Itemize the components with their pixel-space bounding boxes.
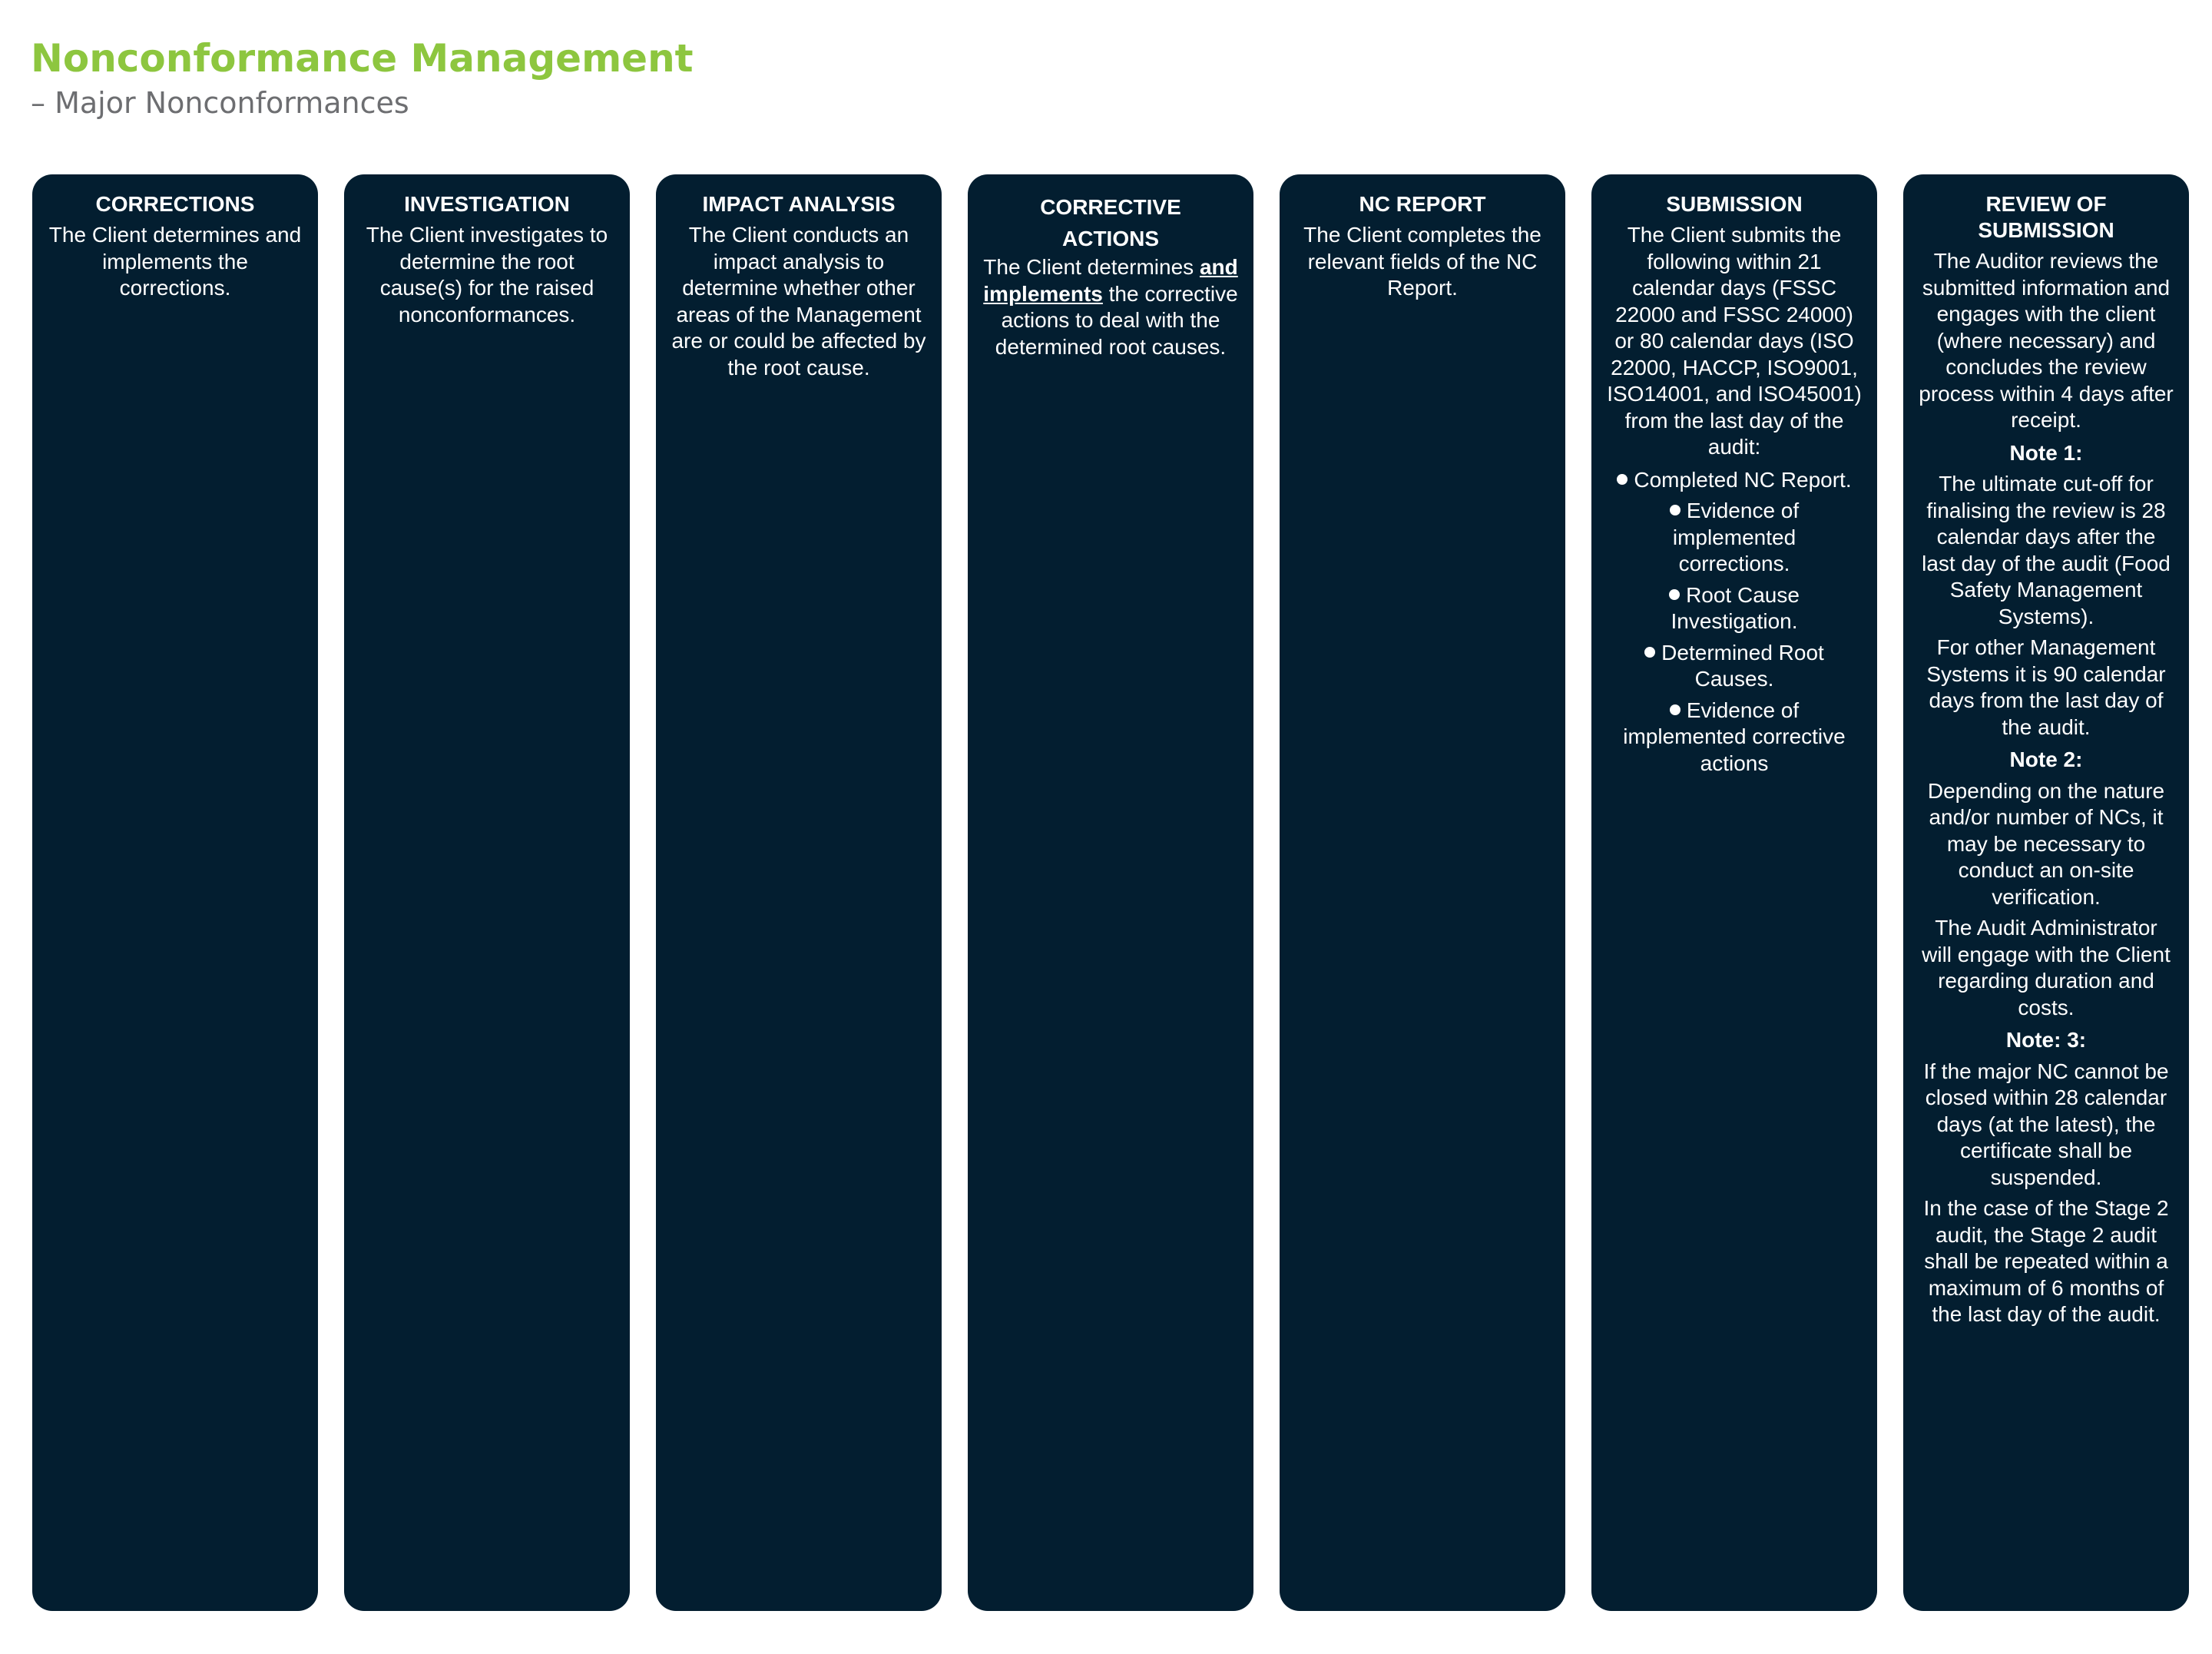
column-title-impact-analysis: IMPACT ANALYSIS <box>702 192 896 216</box>
process-columns <box>32 174 2190 1611</box>
bullet-icon <box>1670 704 1681 715</box>
column-investigation <box>344 174 630 1611</box>
bullet-icon <box>1669 589 1680 600</box>
column-title-review-line2: SUBMISSION <box>1978 218 2114 242</box>
column-body-nc-report: The Client completes the relevant fields of the NC Report. <box>1303 223 1541 300</box>
column-title-investigation: INVESTIGATION <box>404 192 570 216</box>
note-3-paragraph-1: If the major NC cannot be closed within 28 calendar days (at the latest), the certificate shall be suspended. <box>1923 1059 2169 1189</box>
corrective-actions-body-end: the corrective actions to deal with the determined root causes. <box>995 281 1238 359</box>
note-1-paragraph-1: The ultimate cut-off for finalising the review is 28 calendar days after the last day of the audit (Food Safety Management Systems). <box>1922 472 2171 628</box>
page-title: Nonconformance Management <box>31 36 694 81</box>
bullet-icon <box>1644 647 1655 658</box>
submission-list <box>1607 467 1862 777</box>
note-2-paragraph-2: The Audit Administrator will engage with the Client regarding duration and costs. <box>1922 916 2171 1019</box>
list-item-text: Evidence of implemented corrective actions <box>1623 698 1846 775</box>
column-body-submission: The Client submits the following within 21 calendar days (FSSC 22000 and FSSC 24000) or 80 calendar days (ISO 22000, HACCP, ISO9001, ISO14001, and ISO45001) from the last day of the audit: <box>1607 223 1862 459</box>
list-item <box>1607 698 1862 777</box>
note-3-title: Note: 3: <box>2005 1028 2087 1052</box>
column-submission <box>1591 174 1877 1611</box>
list-item <box>1593 467 1876 494</box>
note-2-paragraph-1: Depending on the nature and/or number of NCs, it may be necessary to conduct an on-site verification. <box>1927 778 2165 909</box>
column-body-corrective-actions <box>983 254 1238 360</box>
column-review-of-submission <box>1903 174 2189 1611</box>
list-item <box>1607 640 1862 693</box>
column-body-review-of-submission: The Auditor reviews the submitted information and engages with the client (where necessary) and concludes the review process within 4 days after receipt. <box>1919 249 2174 432</box>
column-title-corrections: CORRECTIONS <box>95 192 255 216</box>
list-item-text: Evidence of implemented corrections. <box>1672 499 1800 575</box>
note-3-paragraph-2: In the case of the Stage 2 audit, the Stage 2 audit shall be repeated within a maximum of 6 months of the last day of the audit. <box>1923 1196 2169 1326</box>
list-item-text: Root Cause Investigation. <box>1671 582 1800 633</box>
column-impact-analysis <box>656 174 942 1611</box>
note-2-title: Note 2: <box>2009 747 2083 771</box>
column-body-impact-analysis: The Client conducts an impact analysis to determine whether other areas of the Management are or could be affected by the root cause. <box>671 223 926 380</box>
corrective-actions-body-start: The Client determines <box>983 255 1200 279</box>
page-header <box>31 34 694 123</box>
column-title-submission: SUBMISSION <box>1666 192 1803 216</box>
column-title-corrective-actions-line2: ACTIONS <box>1062 227 1159 250</box>
note-1-title: Note 1: <box>2009 440 2083 465</box>
list-item <box>1607 582 1862 635</box>
column-corrective-actions <box>968 174 1253 1611</box>
note-1-paragraph-2: For other Management Systems it is 90 calendar days from the last day of the audit. <box>1926 635 2166 739</box>
column-nc-report <box>1280 174 1565 1611</box>
list-item <box>1607 498 1862 578</box>
column-corrections <box>32 174 318 1611</box>
column-body-investigation: The Client investigates to determine the root cause(s) for the raised nonconformances. <box>366 223 608 326</box>
bullet-icon <box>1617 474 1628 485</box>
column-title-review-of-submission <box>1919 191 2174 244</box>
column-title-corrective-actions-line1: CORRECTIVE <box>1040 195 1181 219</box>
column-title-review-line1: REVIEW OF <box>1985 192 2107 216</box>
column-title-corrective-actions <box>983 191 1238 254</box>
list-item-text: Determined Root Causes. <box>1661 640 1824 691</box>
column-title-nc-report: NC REPORT <box>1359 192 1486 216</box>
list-item-text: Completed NC Report. <box>1634 467 1852 492</box>
page-subtitle: – Major Nonconformances <box>31 86 409 120</box>
corrective-actions-body-emphasis: and implements <box>983 255 1238 306</box>
bullet-icon <box>1670 505 1681 515</box>
column-body-corrections: The Client determines and implements the corrections. <box>48 223 302 300</box>
